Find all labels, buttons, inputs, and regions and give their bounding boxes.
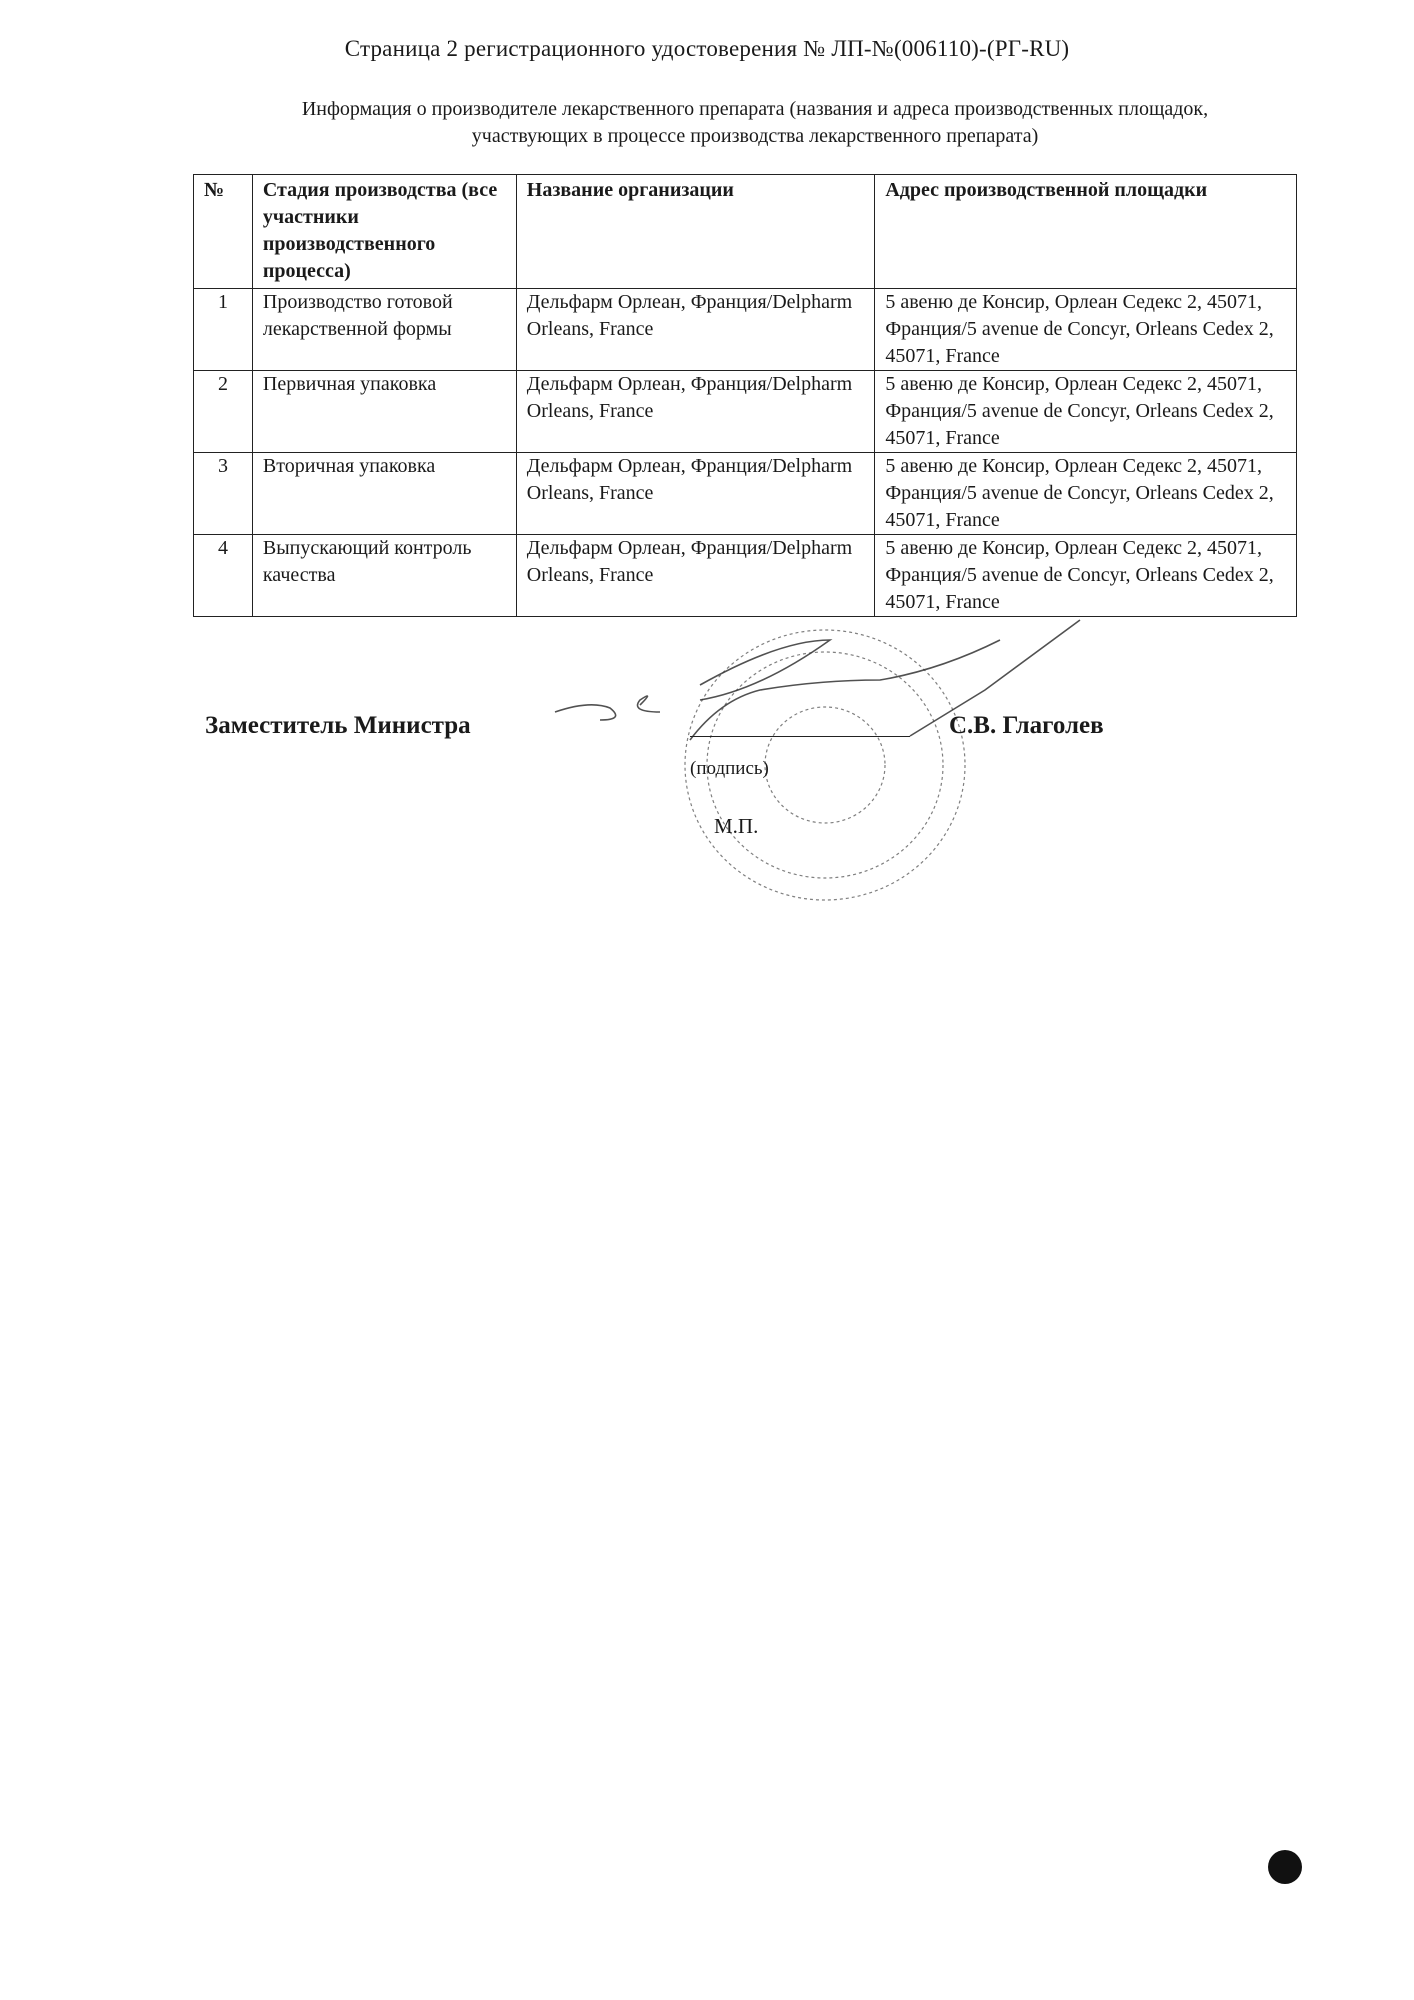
page-title: Страница 2 регистрационного удостоверения № ЛП-№(006110)-(РГ-RU) <box>344 36 1070 61</box>
row-number: 4 <box>194 535 253 617</box>
row-stage: Первичная упаковка <box>252 371 516 453</box>
signatory-position: Заместитель Министра <box>205 712 471 739</box>
row-address: 5 авеню де Консир, Орлеан Седекс 2, 45071, Франция/5 avenue de Concyr, Orleans Cedex 2, 45071, France <box>875 371 1297 453</box>
row-stage: Производство готовой лекарственной формы <box>252 289 516 371</box>
row-organization: Дельфарм Орлеан, Франция/Delpharm Orleans, France <box>516 453 875 535</box>
header-address: Адрес производственной площадки <box>875 175 1297 289</box>
signature-line <box>690 736 910 737</box>
row-organization: Дельфарм Орлеан, Франция/Delpharm Orleans, France <box>516 289 875 371</box>
signature-caption: (подпись) <box>690 758 769 779</box>
row-organization: Дельфарм Орлеан, Франция/Delpharm Orleans, France <box>516 535 875 617</box>
row-number: 2 <box>194 371 253 453</box>
row-number: 1 <box>194 289 253 371</box>
stamp-place-label: М.П. <box>714 814 759 838</box>
row-stage: Вторичная упаковка <box>252 453 516 535</box>
row-organization: Дельфарм Орлеан, Франция/Delpharm Orleans, France <box>516 371 875 453</box>
header-number: № <box>194 175 253 289</box>
table-row <box>194 371 1297 453</box>
table-row <box>194 289 1297 371</box>
row-stage: Выпускающий контроль качества <box>252 535 516 617</box>
table-header-row <box>194 175 1297 289</box>
header-stage: Стадия производства (все участники производственного процесса) <box>252 175 516 289</box>
table-row <box>194 535 1297 617</box>
row-address: 5 авеню де Консир, Орлеан Седекс 2, 45071, Франция/5 avenue de Concyr, Orleans Cedex 2, 45071, France <box>875 535 1297 617</box>
header-organization: Название организации <box>516 175 875 289</box>
signatory-name: С.В. Глаголев <box>949 712 1104 739</box>
row-address: 5 авеню де Консир, Орлеан Седекс 2, 45071, Франция/5 avenue de Concyr, Orleans Cedex 2, 45071, France <box>875 453 1297 535</box>
page-marker-dot-icon <box>1268 1850 1302 1884</box>
subtitle-line-2: участвующих в процессе производства лекарственного препарата) <box>471 125 1039 147</box>
table-row <box>194 453 1297 535</box>
row-number: 3 <box>194 453 253 535</box>
row-address: 5 авеню де Консир, Орлеан Седекс 2, 45071, Франция/5 avenue de Concyr, Orleans Cedex 2, 45071, France <box>875 289 1297 371</box>
section-subtitle <box>190 96 1320 150</box>
manufacturer-table <box>193 174 1297 617</box>
subtitle-line-1: Информация о производителе лекарственного препарата (названия и адреса производственных площадок, <box>301 98 1209 120</box>
